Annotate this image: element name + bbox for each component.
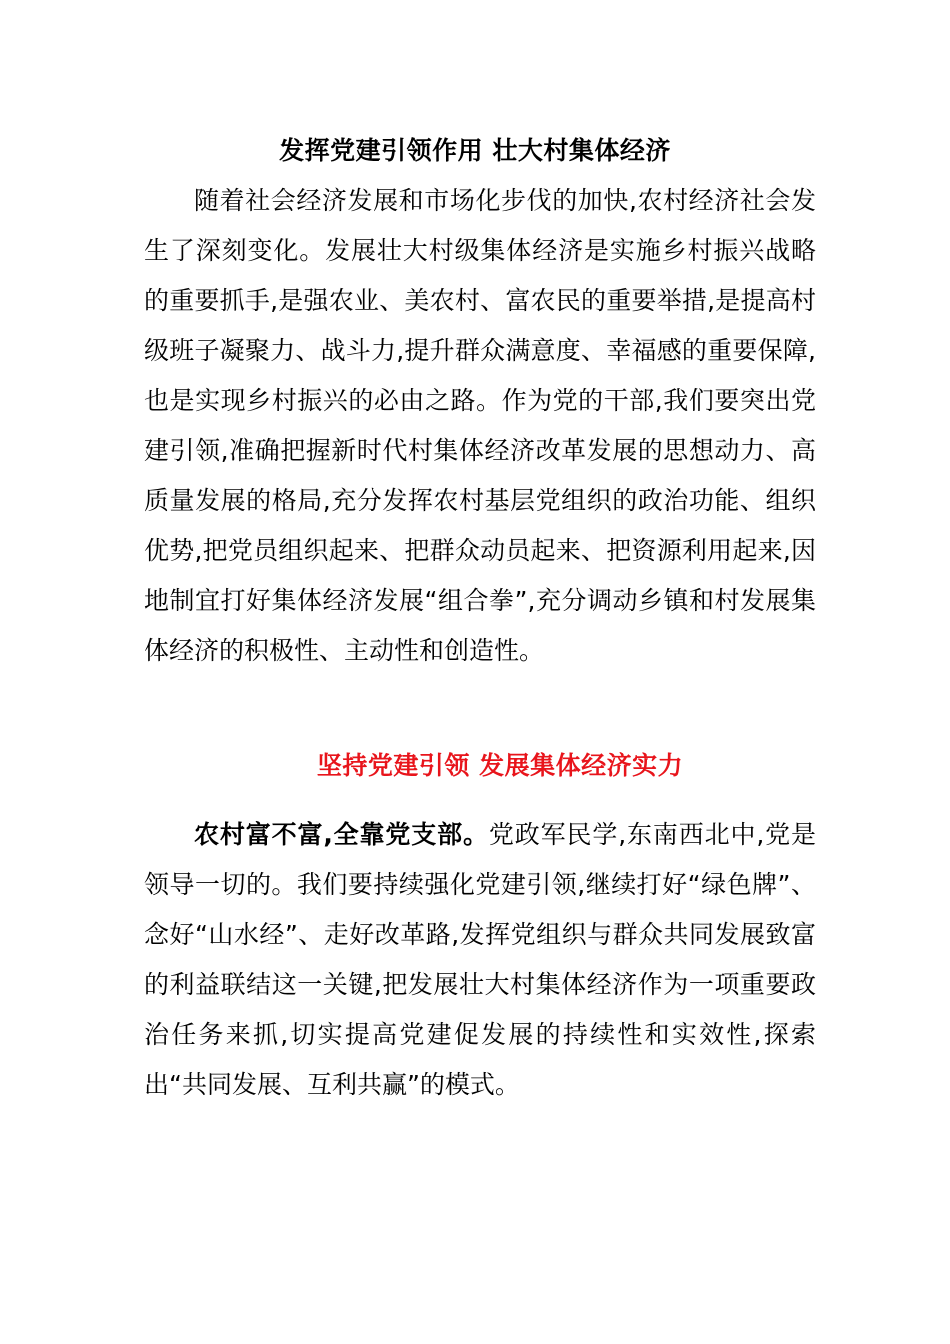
section-paragraph	[144, 810, 816, 1110]
section-body-text: 党政军民学,东南西北中,党是领导一切的。我们要持续强化党建引领,继续打好“绿色牌”、念好“山水经”、走好改革路,发挥党组织与群众共同发展致富的利益联结这一关键,把发展壮大村集体经济作为一项重要政治任务来抓,切实提高党建促发展的持续性和实效性,探索出“共同发展、互利共赢”的模式。	[144, 820, 816, 1099]
section-heading: 坚持党建引领 发展集体经济实力	[316, 751, 684, 780]
intro-paragraph: 随着社会经济发展和市场化步伐的加快,农村经济社会发生了深刻变化。发展壮大村级集体经济是实施乡村振兴战略的重要抓手,是强农业、美农村、富农民的重要举措,是提高村级班子凝聚力、战斗力,提升群众满意度、幸福感的重要保障,也是实现乡村振兴的必由之路。作为党的干部,我们要突出党建引领,准确把握新时代村集体经济改革发展的思想动力、高质量发展的格局,充分发挥农村基层党组织的政治功能、组织优势,把党员组织起来、把群众动员起来、把资源利用起来,因地制宜打好集体经济发展“组合拳”,充分调动乡镇和村发展集体经济的积极性、主动性和创造性。	[144, 186, 816, 665]
section-lead-sentence: 农村富不富,全靠党支部。	[194, 820, 489, 849]
document-title: 发挥党建引领作用 壮大村集体经济	[279, 136, 671, 165]
